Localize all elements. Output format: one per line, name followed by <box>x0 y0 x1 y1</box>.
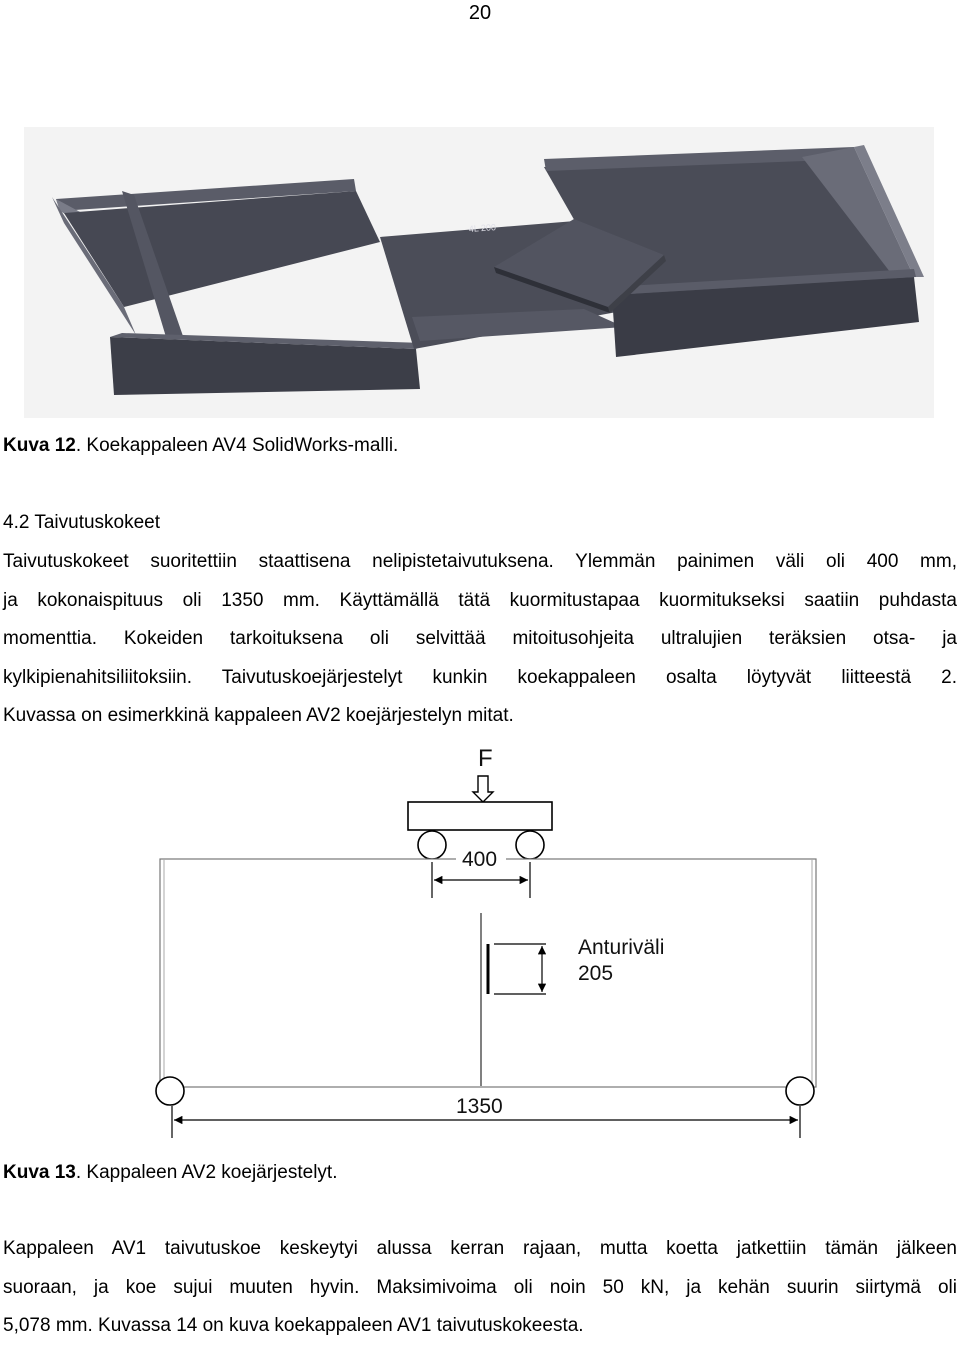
force-arrow-icon <box>473 776 493 802</box>
total-span-label: 1350 <box>456 1095 503 1118</box>
paragraph-1 <box>3 543 957 736</box>
figure-13-caption <box>3 1161 337 1185</box>
paragraph-2 <box>3 1230 957 1346</box>
engraving-text: 4L 200 <box>468 222 497 234</box>
page-number: 20 <box>468 2 492 24</box>
force-label: F <box>478 745 493 772</box>
upper-span-label: 400 <box>462 848 498 871</box>
paragraph-line: ja kokonaispituus oli 1350 mm. Käyttämällä tätä kuormitustapaa kuormitukseksi saatiin puhdasta <box>3 589 957 611</box>
upper-roller-left <box>418 831 446 859</box>
upper-roller-right <box>516 831 544 859</box>
paragraph-line: 5,078 mm. Kuvassa 14 on kuva koekappaleen AV1 taivutuskokeesta. <box>3 1315 584 1336</box>
paragraph-line: Kuvassa on esimerkkinä kappaleen AV2 koejärjestelyn mitat. <box>3 705 514 726</box>
paragraph-line: Kappaleen AV1 taivutuskoe keskeytyi alussa kerran rajaan, mutta koetta jatkettiin tämän jälkeen <box>3 1238 957 1259</box>
caption-text: . Koekappaleen AV4 SolidWorks-malli. <box>75 435 399 456</box>
figure-12-caption <box>3 434 398 458</box>
sensor-distance: 205 <box>578 962 614 985</box>
section-heading: 4.2 Taivutuskokeet <box>3 512 161 533</box>
support-roller-right <box>786 1077 814 1105</box>
support-roller-left <box>156 1077 184 1105</box>
loading-beam <box>408 802 552 830</box>
sensor-label: Anturiväli <box>578 936 665 959</box>
caption-label: Kuva 12 <box>3 435 76 456</box>
paragraph-line: Taivutuskokeet suoritettiin staattisena nelipistetaivutuksena. Ylemmän painimen väli oli 400 mm, <box>3 551 957 572</box>
paragraph-line: momenttia. Kokeiden tarkoituksena oli selvittää mitoitusohjeita ultralujien teräksien otsa- ja <box>3 628 957 649</box>
caption-label: Kuva 13 <box>3 1162 76 1183</box>
bending-test-diagram <box>150 738 830 1143</box>
solidworks-model-render <box>24 127 934 418</box>
paragraph-line: suoraan, ja koe sujui muuten hyvin. Maksimivoima oli noin 50 kN, ja kehän suurin siirtymä oli <box>3 1276 957 1298</box>
caption-text: . Kappaleen AV2 koejärjestelyt. <box>75 1162 338 1183</box>
paragraph-line: kylkipienahitsiliitoksiin. Taivutuskoejärjestelyt kunkin koekappaleen osalta löytyvät liitteestä 2. <box>3 666 957 688</box>
